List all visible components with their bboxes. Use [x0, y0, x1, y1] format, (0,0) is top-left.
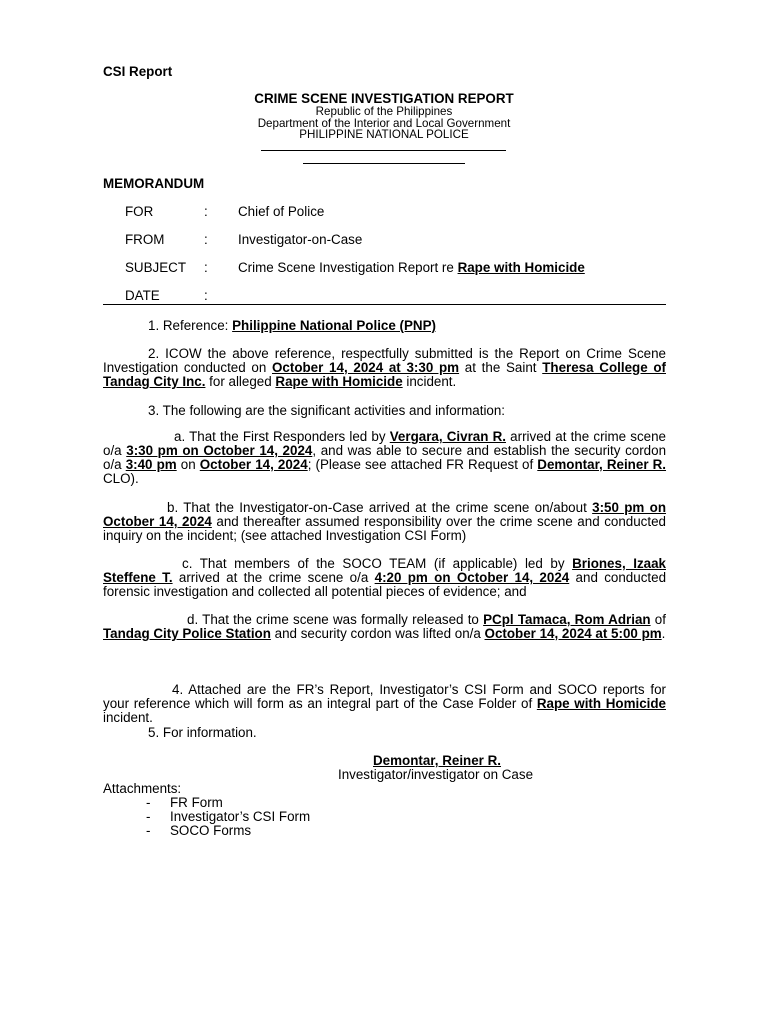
paragraph-b: b. That the Investigator-on-Case arrived at the crime scene on/about 3:50 pm on October 14, 2024 and thereafter assumed responsibility over the crime scene and conducted inquiry on the incident; (see attached Investigation CSI Form): [103, 500, 667, 543]
pb-arrival-time: 3:50 pm on October 14, 2024: [103, 500, 667, 529]
attachment-bullet: -: [146, 823, 151, 838]
header-rule-2: [303, 163, 465, 164]
attachment-item: FR Form: [170, 795, 223, 810]
memo-colon: :: [204, 288, 208, 303]
p1-prefix: 1. Reference:: [148, 318, 233, 333]
p2-date: October 14, 2024 at 3:30 pm: [272, 359, 460, 375]
paragraph-4: 4. Attached are the FR’s Report, Investigator’s CSI Form and SOCO reports for your reference which will form as an integral part of the Case Folder of Rape with Homicide incident.: [103, 682, 666, 725]
signature-title: Investigator/investigator on Case: [338, 767, 534, 782]
header-pnp: PHILIPPINE NATIONAL POLICE: [299, 128, 469, 141]
memo-divider: [103, 304, 666, 305]
memo-for-value: Chief of Police: [238, 204, 325, 219]
memo-colon: :: [204, 232, 208, 247]
pa-date: October 14, 2024: [199, 456, 308, 472]
p4-crime: Rape with Homicide: [536, 695, 666, 711]
paragraph-d: d. That the crime scene was formally released to PCpl Tamaca, Rom Adrian of Tandag City Police Station and security cordon was lifted on/a October 14, 2024 at 5:00 pm.: [103, 612, 666, 641]
memo-for-label: FOR: [125, 204, 154, 219]
paragraph-c: c. That members of the SOCO TEAM (if applicable) led by Briones, Izaak Steffene T. arrived at the crime scene o/a 4:20 pm on October 14, 2024 and conducted forensic investigation and collected all potential pieces of evidence; and: [103, 556, 667, 599]
header-republic: Republic of the Philippines: [315, 105, 453, 118]
memo-subject-label: SUBJECT: [125, 260, 187, 275]
p1-reference: Philippine National Police (PNP): [232, 318, 436, 333]
header-department: Department of the Interior and Local Government: [257, 117, 511, 130]
memo-from-value: Investigator-on-Case: [238, 232, 363, 247]
signature-name: Demontar, Reiner R.: [373, 753, 501, 768]
header-rule-1: [261, 150, 506, 151]
pa-arrival-time: 3:30 pm on October 14, 2024: [126, 442, 313, 458]
attachment-bullet: -: [146, 795, 151, 810]
pd-release-time: October 14, 2024 at 5:00 pm: [484, 625, 662, 641]
document-label: CSI Report: [103, 64, 173, 79]
memo-colon: :: [204, 204, 208, 219]
paragraph-1: [148, 318, 436, 333]
attachments-label: Attachments:: [103, 781, 182, 796]
pc-soco-lead: Briones, Izaak Steffene T.: [103, 556, 666, 585]
p2-place: Theresa College of Tandag City Inc.: [103, 359, 666, 389]
pa-requester: Demontar, Reiner R.: [537, 456, 667, 472]
pa-responder: Vergara, Civran R.: [389, 429, 506, 444]
memo-date-label: DATE: [125, 288, 160, 303]
memo-from-label: FROM: [125, 232, 165, 247]
paragraph-a: a. That the First Responders led by Vergara, Civran R. arrived at the crime scene o/a 3:30 pm on October 14, 2024, and was able to secure and establish the security cordon o/a 3:40 pm on October 14, 2024; (Please see attached FR Request of Demontar, Reiner R. CLO).: [103, 429, 667, 486]
pa-cordon-time: 3:40 pm: [125, 456, 177, 472]
attachment-item: SOCO Forms: [170, 823, 252, 838]
attachment-bullet: -: [146, 809, 151, 824]
p2-crime: Rape with Homicide: [275, 373, 403, 389]
subject-prefix: Crime Scene Investigation Report re: [238, 260, 458, 275]
memo-colon: :: [204, 260, 208, 275]
paragraph-2: 2. ICOW the above reference, respectfully submitted is the Report on Crime Scene Investigation conducted on October 14, 2024 at 3:30 pm at the Saint Theresa College of Tandag City Inc. for alleged Rape with Homicide incident.: [103, 346, 666, 389]
paragraph-3: 3. The following are the significant activities and information:: [148, 403, 506, 418]
paragraph-5: 5. For information.: [148, 725, 257, 740]
pd-station: Tandag City Police Station: [103, 625, 271, 641]
pc-arrival-time: 4:20 pm on October 14, 2024: [374, 569, 570, 585]
pd-recipient: PCpl Tamaca, Rom Adrian: [483, 612, 651, 627]
subject-crime: Rape with Homicide: [457, 260, 585, 275]
memorandum-heading: MEMORANDUM: [103, 176, 205, 191]
attachment-item: Investigator’s CSI Form: [170, 809, 311, 824]
memo-subject-value: [238, 260, 585, 275]
report-title: CRIME SCENE INVESTIGATION REPORT: [254, 91, 514, 106]
